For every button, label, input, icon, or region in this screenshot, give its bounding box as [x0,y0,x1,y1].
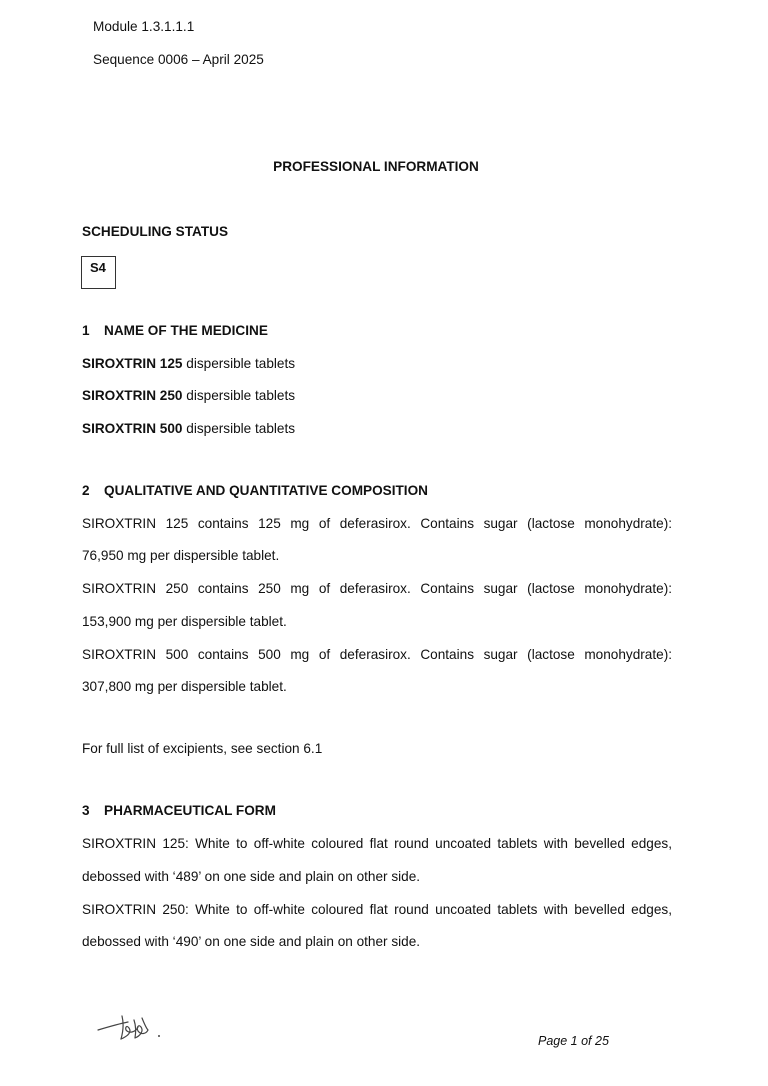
excipients-note: For full list of excipients, see section 6.1 [82,741,323,756]
section-3-title: PHARMACEUTICAL FORM [104,803,276,818]
section-3-heading [82,803,276,819]
medicine-name-item [82,421,295,437]
pharmaceutical-form-line: SIROXTRIN 125: White to off-white coloured flat round uncoated tablets with bevelled edges, [82,836,672,851]
medicine-name: SIROXTRIN 125 [82,356,183,371]
composition-line: 76,950 mg per dispersible tablet. [82,548,280,563]
section-1-title: NAME OF THE MEDICINE [104,323,268,338]
section-2-title: QUALITATIVE AND QUANTITATIVE COMPOSITION [104,483,428,498]
scheduling-status-heading: SCHEDULING STATUS [82,224,229,239]
medicine-form: dispersible tablets [182,421,296,436]
section-3-number: 3 [82,803,90,818]
pharmaceutical-form-line: SIROXTRIN 250: White to off-white coloured flat round uncoated tablets with bevelled edges, [82,902,672,917]
section-1-heading [82,323,268,339]
medicine-form: dispersible tablets [182,388,296,403]
composition-line: SIROXTRIN 500 contains 500 mg of deferasirox. Contains sugar (lactose monohydrate): [82,647,672,662]
module-number: Module 1.3.1.1.1 [93,19,195,34]
composition-line: 307,800 mg per dispersible tablet. [82,679,287,694]
composition-line: SIROXTRIN 250 contains 250 mg of deferasirox. Contains sugar (lactose monohydrate): [82,581,672,596]
page-number: Page 1 of 25 [538,1034,609,1048]
medicine-name-item [82,356,295,372]
pharmaceutical-form-line: debossed with ‘490’ on one side and plain on other side. [82,934,421,949]
medicine-name: SIROXTRIN 500 [82,421,183,436]
medicine-name-item [82,388,295,404]
medicine-form: dispersible tablets [182,356,296,371]
scheduling-status-value: S4 [90,260,106,275]
section-2-number: 2 [82,483,90,498]
signature-initials [96,1010,168,1044]
pharmaceutical-form-line: debossed with ‘489’ on one side and plain on other side. [82,869,421,884]
scheduling-status-box [81,256,116,289]
section-2-heading [82,483,428,499]
composition-line: 153,900 mg per dispersible tablet. [82,614,287,629]
medicine-name: SIROXTRIN 250 [82,388,183,403]
page-title: PROFESSIONAL INFORMATION [273,159,479,174]
sequence-date: Sequence 0006 – April 2025 [93,52,264,67]
section-1-number: 1 [82,323,90,338]
composition-line: SIROXTRIN 125 contains 125 mg of deferasirox. Contains sugar (lactose monohydrate): [82,516,672,531]
